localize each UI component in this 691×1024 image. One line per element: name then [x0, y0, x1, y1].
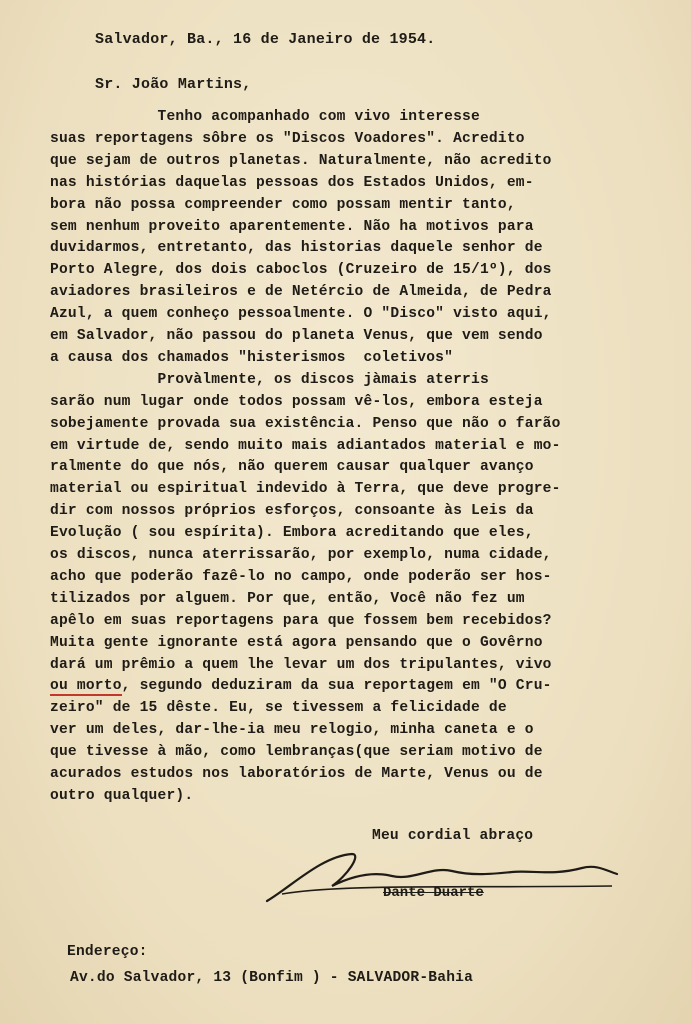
letter-body-line: bora não possa compreender como possam mentir tanto,: [50, 196, 516, 213]
date-line: Salvador, Ba., 16 de Janeiro de 1954.: [95, 31, 436, 48]
address-line: Av.do Salvador, 13 (Bonfim ) - SALVADOR-Bahia: [70, 970, 474, 986]
letter-body-line: [50, 676, 552, 696]
signature-typed-name: Dante Duarte: [383, 885, 484, 901]
letter-body-line: em Salvador, não passou do planeta Venus, que vem sendo: [50, 328, 543, 344]
letter-body-line: nas histórias daquelas pessoas dos Estados Unidos, em-: [50, 174, 534, 191]
letter-body-line: sarão num lugar onde todos possam vê-los, embora esteja: [50, 393, 543, 410]
letter-body-line: em virtude de, sendo muito mais adiantados material e mo-: [50, 437, 561, 454]
letter-body-line: Tenho acompanhado com vivo interesse: [50, 109, 480, 125]
underlined-phrase: ou morto: [50, 678, 122, 695]
letter-body-line: sem nenhum proveito aparentemente. Não ha motivos para: [50, 218, 534, 235]
closing: Meu cordial abraço: [372, 828, 534, 844]
letter-body-line: dir com nossos próprios esforços, consoante às Leis da: [50, 503, 534, 520]
letter-body-line: zeiro" de 15 dêste. Eu, se tivessem a felicidade de: [50, 700, 507, 717]
letter-body-line: aviadores brasileiros e de Netércio de Almeida, de Pedra: [50, 284, 552, 301]
letter-body-line: suas reportagens sôbre os "Discos Voadores". Acredito: [50, 130, 525, 147]
letter-body-line: sobejamente provada sua existência. Penso que não o farão: [50, 415, 561, 432]
letter-body-line: tilizados por alguem. Por que, então, Você não fez um: [50, 590, 525, 607]
letter-body-line: ralmente do que nós, não querem causar qualquer avanço: [50, 459, 534, 476]
letter-body-line: Azul, a quem conheço pessoalmente. O "Disco" visto aqui,: [50, 306, 552, 323]
address-label: Endereço:: [67, 944, 148, 960]
letter-body-line: apêlo em suas reportagens para que fossem bem recebidos?: [50, 612, 552, 629]
letter-body-line: duvidarmos, entretanto, das historias daquele senhor de: [50, 240, 543, 257]
letter-body-line: acurados estudos nos laboratórios de Marte, Venus ou de: [50, 766, 543, 782]
letter-body-line: Porto Alegre, dos dois caboclos (Cruzeiro de 15/1º), dos: [50, 262, 552, 279]
letter-body-line: acho que poderão fazê-lo no campo, onde poderão ser hos-: [50, 568, 552, 585]
letter-body-line: ver um deles, dar-lhe-ia meu relogio, minha caneta e o: [50, 722, 534, 739]
letter-body-line: a causa dos chamados "histerismos coletivos": [50, 349, 454, 366]
letter-body-line: dará um prêmio a quem lhe levar um dos tripulantes, vivo: [50, 656, 552, 673]
letter-body-line: outro qualquer).: [50, 787, 194, 804]
letter-body-line: Muita gente ignorante está agora pensando que o Govêrno: [50, 634, 543, 651]
line-remainder: , segundo deduziram da sua reportagem em "O Cru-: [121, 678, 552, 695]
letter-body-line: material ou espiritual indevido à Terra, que deve progre-: [50, 481, 561, 498]
greeting: Sr. João Martins,: [95, 76, 252, 93]
letter-body-line: Evolução ( sou espírita). Embora acreditando que eles,: [50, 525, 534, 542]
letter-body-line: os discos, nunca aterrissarão, por exemplo, numa cidade,: [50, 547, 552, 563]
letter-body-line: Provàlmente, os discos jàmais aterris: [50, 371, 489, 388]
letter-body-line: que tivesse à mão, como lembranças(que seriam motivo de: [50, 744, 543, 761]
letter-body-line: que sejam de outros planetas. Naturalmente, não acredito: [50, 152, 552, 169]
